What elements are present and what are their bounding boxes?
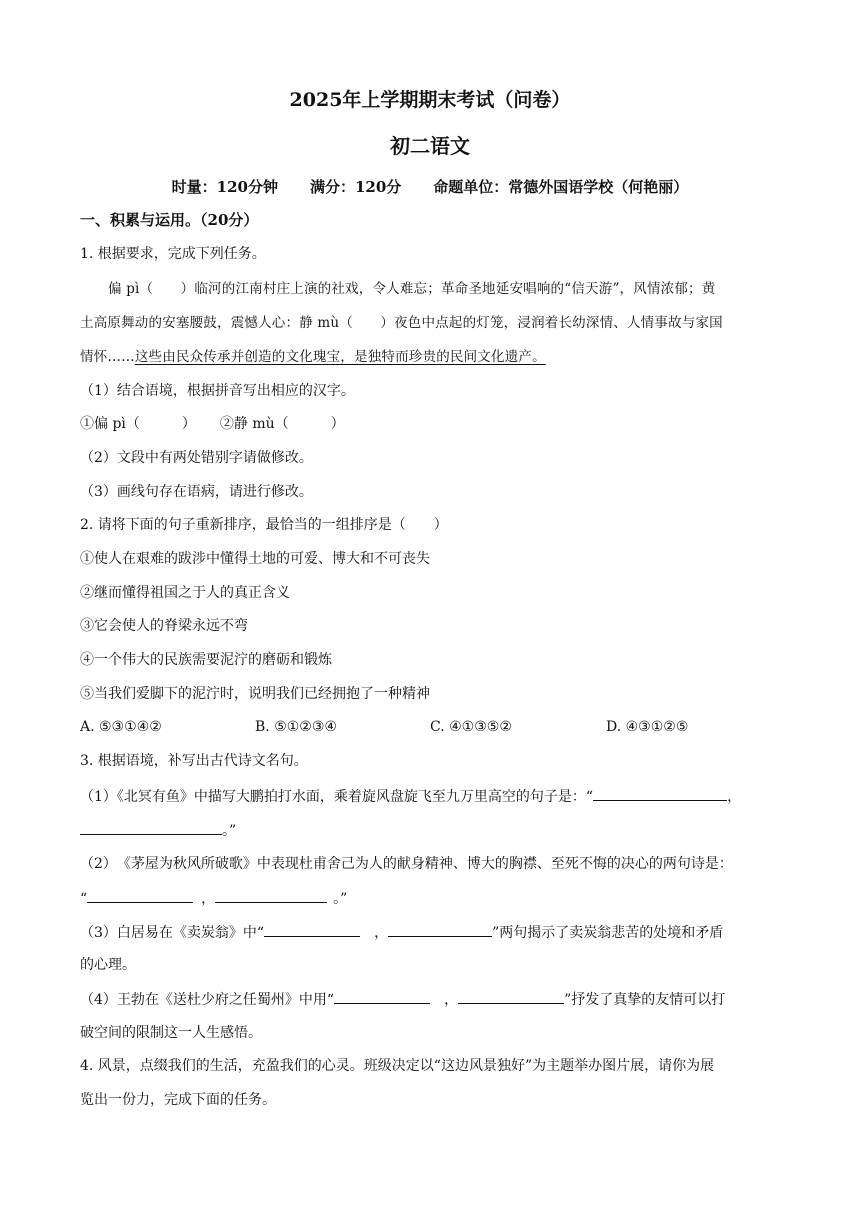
q1-sub2: （2）文段中有两处错别字请做修改。 — [80, 450, 313, 466]
q1-sub1-answers — [80, 414, 780, 434]
exam-unit: 命题单位：常德外国语学校（何艳丽） — [433, 178, 689, 196]
exam-score: 满分：120分 — [309, 178, 402, 196]
q1-sub1-a: ①偏 pì（ ） — [80, 416, 196, 432]
exam-meta — [0, 177, 860, 197]
q2-sentence-1: ①使人在艰难的跋涉中懂得土地的可爱、博大和不可丧失 — [80, 551, 430, 567]
q3-part2-line1: （2） 《茅屋为秋风所破歌》中表现杜甫舍己为人的献身精神、博大的胸襟、至死不悔的决心的两句诗是： — [80, 856, 733, 872]
q3-part1-end: 。” — [222, 823, 237, 839]
q2-stem: 2. 请将下面的句子重新排序，最恰当的一组排序是（ ） — [80, 517, 448, 533]
q3-part3-comma: ， — [374, 925, 389, 941]
q1-passage-line2: 土高原舞动的安塞腰鼓，震憾人心：静 mù（ ）夜色中点起的灯笼，浸润着长幼深情、人情事故与家国 — [80, 315, 723, 331]
q3-part3-prompt: （3）白居易在《卖炭翁》中“ — [80, 925, 265, 941]
exam-time: 时量：120分钟 — [171, 178, 278, 196]
exam-title: 2025年上学期期末考试（问卷） — [289, 89, 571, 111]
q1-sub1: （1）结合语境，根据拼音写出相应的汉字。 — [80, 383, 355, 399]
q3-stem: 3. 根据语境，补写出古代诗文名句。 — [80, 753, 308, 769]
q3-part3-line1 — [80, 922, 780, 943]
q3-part2-comma: ， — [201, 891, 216, 907]
q3-part1-blank-1[interactable] — [593, 786, 727, 801]
q3-part2-blank-2[interactable] — [215, 888, 327, 903]
q3-part4-comma: ， — [444, 992, 459, 1008]
q2-option-a: A. ⑤③①④② — [80, 719, 162, 735]
q3-part2-line2 — [80, 888, 780, 909]
q2-sentence-4: ④一个伟大的民族需要泥泞的磨砺和锻炼 — [80, 652, 332, 668]
q2-option-c: C. ④①③⑤② — [430, 719, 512, 735]
q1-underlined-sentence: 这些由民众传承并创造的文化瑰宝，是独特而珍贵的民间文化遗产。 — [134, 349, 546, 365]
q3-part3-rest: ”两句揭示了卖炭翁悲苦的处境和矛盾 — [492, 925, 724, 941]
q3-part2-quote: “ — [80, 891, 88, 907]
q2-sentence-2: ②继而懂得祖国之于人的真正含义 — [80, 585, 290, 601]
q1-sub1-b: ②静 mù（ ） — [219, 416, 345, 432]
q3-part4-rest: ”抒发了真挚的友情可以打 — [564, 992, 726, 1008]
q2-option-d: D. ④③①②⑤ — [606, 719, 689, 735]
q4-line2: 览出一份力，完成下面的任务。 — [80, 1092, 276, 1108]
q1-stem: 1. 根据要求，完成下列任务。 — [80, 246, 266, 262]
q3-part3-line2: 的心理。 — [80, 957, 136, 973]
q3-part4-line1 — [80, 989, 780, 1010]
q3-part1-line2 — [80, 820, 780, 841]
q3-part1-comma: ， — [727, 789, 742, 805]
section-heading: 一、积累与运用。（20分） — [80, 211, 259, 229]
q3-part3-blank-1[interactable] — [264, 922, 360, 937]
q4-line1: 4. 风景，点缀我们的生活，充盈我们的心灵。班级决定以“这边风景独好”为主题举办图片展，请你为展 — [80, 1058, 715, 1074]
q3-part4-prompt: （4）王勃在《送杜少府之任蜀州》中用“ — [80, 992, 335, 1008]
exam-subject: 初二语文 — [390, 134, 470, 158]
q3-part3-blank-2[interactable] — [388, 922, 492, 937]
q3-part4-blank-2[interactable] — [458, 989, 564, 1004]
q1-sub3: （3）画线句存在语病，请进行修改。 — [80, 484, 313, 500]
q3-part1-prompt: （1）《北冥有鱼》中描写大鹏拍打水面，乘着旋风盘旋飞至九万里高空的句子是：“ — [80, 789, 594, 805]
q3-part4-blank-1[interactable] — [334, 989, 430, 1004]
q1-passage-line1: 偏 pì（ ）临河的江南村庄上演的社戏，令人难忘；革命圣地延安唱响的“信天游”，风情浓郁；黄 — [108, 281, 716, 297]
q3-part1-line1 — [80, 786, 780, 807]
q3-part2-blank-1[interactable] — [87, 888, 193, 903]
q3-part4-line2: 破空间的限制这一人生感悟。 — [80, 1025, 262, 1041]
q1-passage-line3-start: 情怀…… — [80, 349, 135, 365]
q3-part1-blank-2[interactable] — [80, 820, 222, 835]
q1-passage-line3 — [80, 347, 780, 367]
q2-sentence-3: ③它会使人的脊梁永远不弯 — [80, 618, 248, 634]
q2-option-b: B. ⑤①②③④ — [255, 719, 337, 735]
q3-part2-end: 。” — [333, 891, 348, 907]
q2-sentence-5: ⑤当我们爱脚下的泥泞时，说明我们已经拥抱了一种精神 — [80, 686, 430, 702]
